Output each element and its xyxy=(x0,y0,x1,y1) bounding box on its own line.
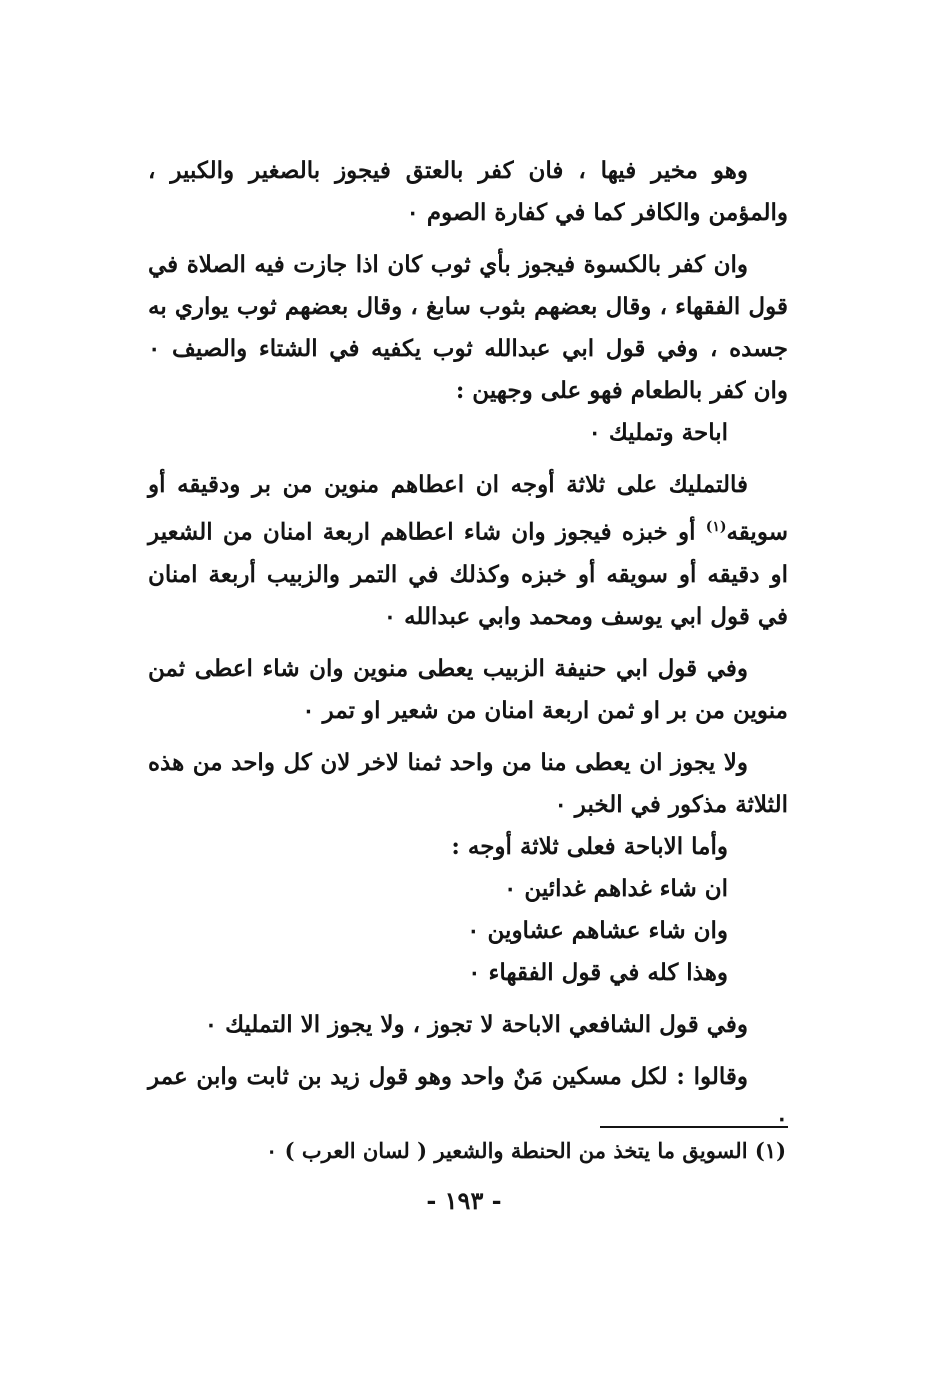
paragraph-7: وأما الاباحة فعلى ثلاثة أوجه : xyxy=(451,832,728,860)
paragraph-8: ان شاء غداهم غدائين ٠ xyxy=(503,874,728,902)
main-text xyxy=(148,150,788,1140)
footnote xyxy=(148,1136,786,1166)
paragraph-1: وهو مخير فيها ، فان كفر بالعتق فيجوز بالصغير والكبير ، والمؤمن والكافر كما في كفارة الصوم ٠ xyxy=(148,157,788,226)
paragraph-4-end: أو خبزه فيجوز وان شاء اعطاهم اربعة امنان من الشعير او دقيقه أو سويقه أو خبزه وكذلك في التمر والزبيب أربعة امنان في قول ابي يوسف ومحمد وابي عبدالله ٠ xyxy=(148,518,788,630)
paragraph-9: وان شاء عشاهم عشاوين ٠ xyxy=(467,916,728,944)
paragraph-2: وان كفر بالكسوة فيجوز بأي ثوب كان اذا جازت فيه الصلاة في قول الفقهاء ، وقال بعضهم بثوب سابغ ، وقال بعضهم ثوب يواري به جسده ، وفي قول ابي عبدالله ثوب يكفيه في الشتاء والصيف ٠ وان كفر بالطعام فهو على وجهين : xyxy=(148,251,788,404)
paragraph-6: ولا يجوز ان يعطى منا من واحد ثمنا لاخر لان كل واحد من هذه الثلاثة مذكور في الخبر ٠ xyxy=(148,748,788,818)
paragraph-4-start: فالتمليك على ثلاثة أوجه ان اعطاهم منوين من بر ودقيقه أو سويقه xyxy=(148,471,788,546)
paragraph-5: وفي قول ابي حنيفة الزبيب يعطى منوين وان شاء اعطى ثمن منوين من بر او ثمن اربعة امنان من شعير او تمر ٠ xyxy=(148,654,788,724)
page-number: - ١٩٣ - xyxy=(426,1186,502,1215)
paragraph-10: وهذا كله في قول الفقهاء ٠ xyxy=(468,958,728,986)
footnote-divider xyxy=(600,1126,788,1128)
footnote-reference: (١) xyxy=(705,519,727,535)
paragraph-3: اباحة وتمليك ٠ xyxy=(588,419,728,446)
paragraph-4 xyxy=(148,464,788,638)
footnote-text: السويق ما يتخذ من الحنطة والشعير ( لسان العرب ) ٠ xyxy=(266,1138,748,1163)
paragraph-11: وفي قول الشافعي الاباحة لا تجوز ، ولا يجوز الا التمليك ٠ xyxy=(204,1010,748,1038)
paragraph-12: وقالوا : لكل مسكين مَنٌ واحد وهو قول زيد بن ثابت وابن عمر ٠ xyxy=(148,1062,788,1132)
footnote-marker: (١) xyxy=(754,1138,786,1163)
